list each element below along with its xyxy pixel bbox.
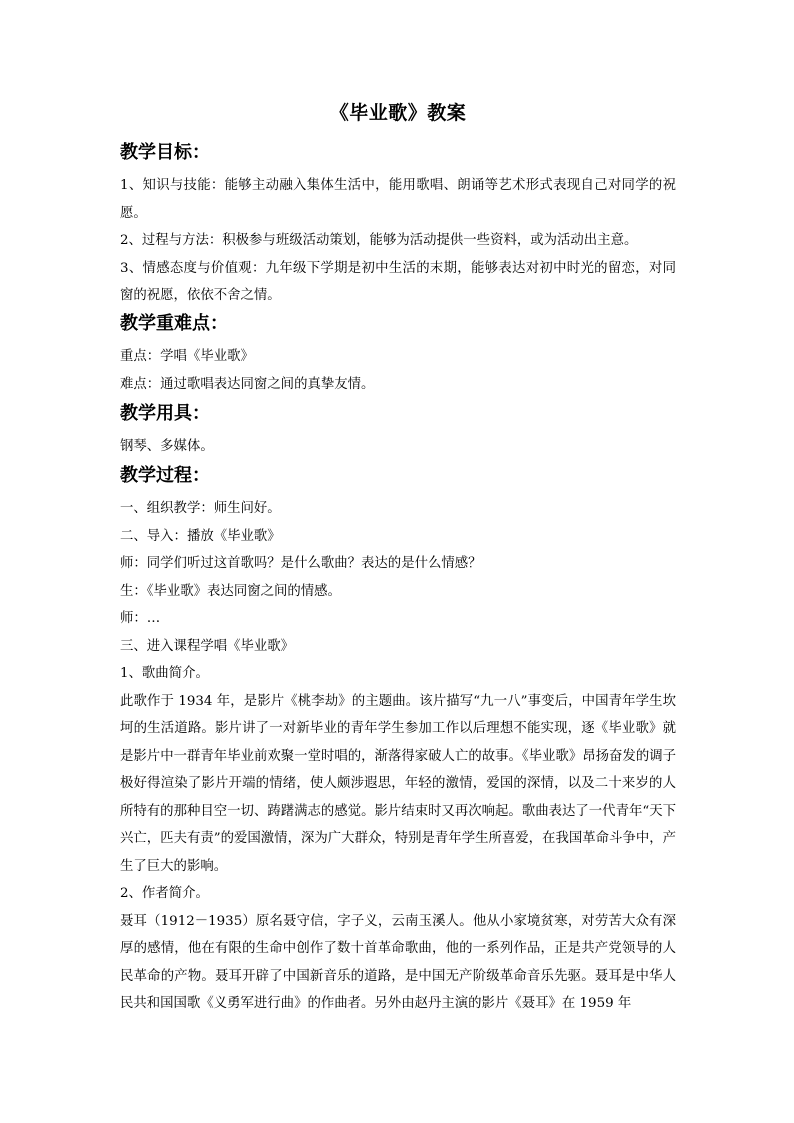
key-paragraph-1: 重点：学唱《毕业歌》 [120, 349, 254, 364]
section-key-points [120, 311, 676, 398]
process-paragraph-5: 师：… [120, 611, 161, 626]
process-paragraph-8: 此歌作于 1934 年，是影片《桃李劫》的主题曲。该片描写“九一八”事变后，中国青年学生坎坷的生活道路。影片讲了一对新毕业的青年学生参加工作以后理想不能实现，逐《毕业歌》就是影片中一群青年毕业前欢聚一堂时唱的，渐落得家破人亡的故事。《毕业歌》昂扬奋发的调子极好得渲染了影片开端的情绪，使人颇涉遐思，年轻的激情，爱国的深情，以及二十来岁的人所特有的那种目空一切、踌躇满志的感觉。影片结束时又再次响起。歌曲表达了一代青年“天下兴亡，匹夫有责”的爱国激情，深为广大群众，特别是青年学生所喜爱，在我国革命斗争中，产生了巨大的影响。 [120, 693, 676, 874]
process-paragraph-10: 聂耳（1912－1935）原名聂守信，字子义，云南玉溪人。他从小家境贫寒，对劳苦大众有深厚的感情，他在有限的生命中创作了数十首革命歌曲，他的一系列作品，正是共产党领导的人民革命的产物。聂耳开辟了中国新音乐的道路，是中国无产阶级革命音乐先驱。聂耳是中华人民共和国国歌《义勇军进行曲》的作曲者。另外由赵丹主演的影片《聂耳》在 1959 年 [120, 913, 676, 1011]
process-paragraph-6: 三、进入课程学唱《毕业歌》 [120, 638, 295, 654]
section-teaching-tools [120, 401, 676, 461]
document-title: 《毕业歌》教案 [329, 102, 467, 124]
process-paragraph-7: 1、歌曲简介。 [120, 666, 209, 681]
process-paragraph-1: 一、组织教学：师生问好。 [120, 501, 281, 516]
heading-teaching-tools: 教学用具： [120, 403, 210, 424]
section-teaching-goals [120, 140, 676, 310]
process-paragraph-4: 生：《毕业歌》表达同窗之间的情感。 [120, 583, 341, 599]
goal-paragraph-1: 1、知识与技能：能够主动融入集体生活中，能用歌唱、朗诵等艺术形式表现自己对同学的祝愿。 [120, 178, 676, 221]
heading-teaching-process: 教学过程： [120, 465, 210, 486]
process-paragraph-2: 二、导入：播放《毕业歌》 [120, 528, 281, 544]
goal-paragraph-2: 2、过程与方法：积极参与班级活动策划，能够为活动提供一些资料，或为活动出主意。 [120, 233, 638, 248]
process-paragraph-9: 2、作者简介。 [120, 886, 209, 901]
heading-key-points: 教学重难点： [120, 313, 228, 334]
key-paragraph-2: 难点：通过歌唱表达同窗之间的真挚友情。 [120, 376, 375, 392]
goal-paragraph-3: 3、情感态度与价值观：九年级下学期是初中生活的末期，能够表达对初中时光的留恋，对同窗的祝愿，依依不舍之情。 [120, 260, 676, 303]
heading-teaching-goals: 教学目标： [120, 142, 210, 163]
section-teaching-process [120, 463, 676, 1018]
tools-paragraph-1: 钢琴、多媒体。 [120, 439, 214, 454]
process-paragraph-3: 师：同学们听过这首歌吗？是什么歌曲？表达的是什么情感？ [120, 556, 482, 571]
